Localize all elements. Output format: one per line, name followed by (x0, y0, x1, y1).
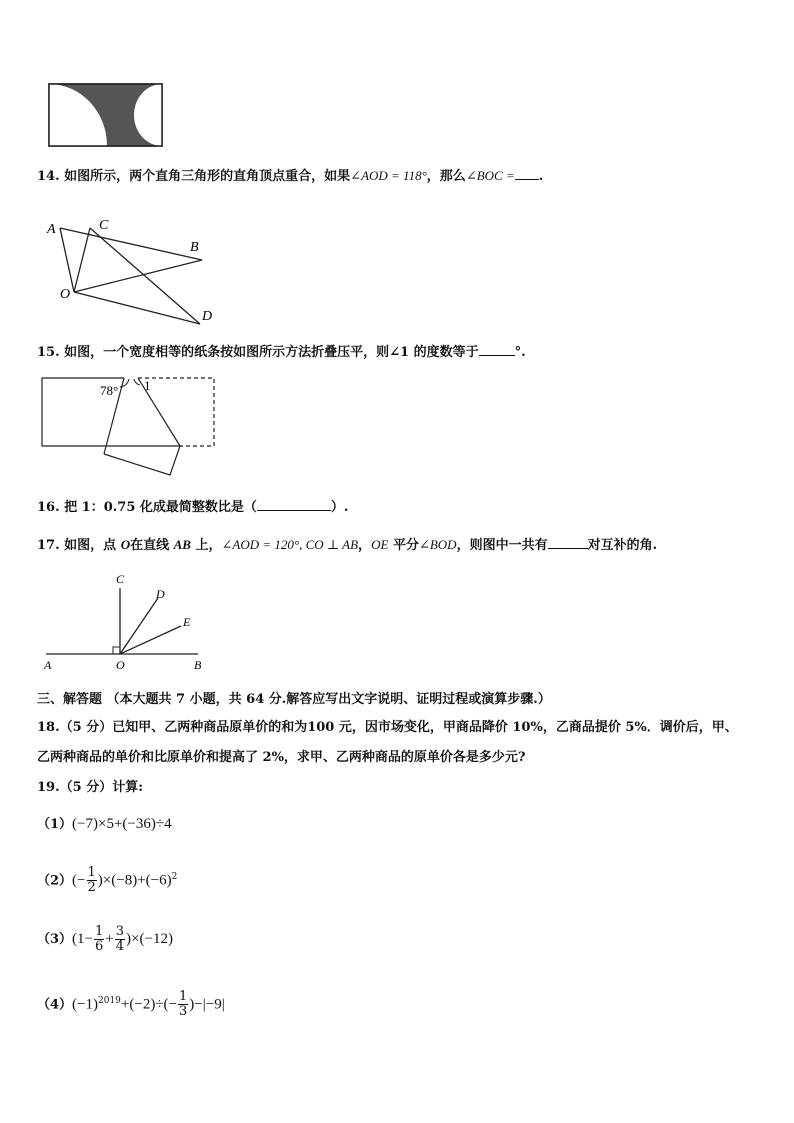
q16-text: 把 1：0.75 化成最简整数比是（ (64, 500, 257, 515)
q17-text-c: 上， (195, 538, 222, 553)
q14-label-c: C (99, 218, 109, 233)
q15-end: °. (514, 345, 526, 360)
q14-math-a: ∠AOD = 118° (350, 168, 427, 183)
question-14 (37, 167, 543, 186)
q14-label-o: O (60, 287, 71, 302)
q17-label-e: E (183, 615, 191, 629)
q17-o: O (120, 537, 131, 552)
q15-answer-blank (479, 343, 515, 356)
q15-text: 如图，一个宽度相等的纸条按如图所示方法折叠压平，则∠1 的度数等于 (64, 345, 479, 360)
q17-end: 对互补的角. (587, 538, 658, 553)
q13-figure (48, 83, 164, 153)
q15-label-78: 78° (100, 383, 119, 398)
q19-p4-b: +(−2)÷(− (120, 996, 178, 1013)
q17-text-b: 在直线 (130, 538, 170, 553)
section-3-heading: 三、解答题 （本大题共 7 小题，共 64 分.解答应写出文字说明、证明过程或演算步骤.） (37, 692, 551, 707)
q19-p2-a: (− (72, 872, 86, 889)
q14-label-b: B (190, 240, 199, 255)
q19-p4-num: 1 (179, 989, 188, 1005)
q16-number: 16. (37, 500, 60, 515)
q15-figure (40, 375, 220, 485)
q19-p2-den: 2 (87, 880, 96, 896)
q19-p3-num2: 3 (115, 924, 125, 939)
q19-part-1 (37, 815, 172, 834)
q19-part-4 (37, 984, 225, 1022)
q14-figure (40, 212, 220, 336)
q17-label-b: B (194, 658, 202, 672)
q14-answer-blank (515, 167, 539, 180)
q17-math-a: ∠AOD = 120°, CO ⊥ AB (221, 537, 359, 552)
q17-label-o: O (116, 658, 125, 672)
q19-p3-b: )×(−12) (126, 931, 173, 947)
q17-text-f: ，则图中一共有 (456, 538, 548, 553)
q19-p2-label: （2） (37, 873, 73, 889)
q17-figure (38, 570, 218, 678)
q14-label-d: D (202, 309, 213, 324)
q14-label-a: A (47, 222, 56, 237)
q17-number: 17. (37, 538, 60, 553)
q19-p3-label: （3） (37, 932, 73, 947)
q17-label-a: A (44, 658, 52, 672)
q14-text-a: 如图所示，两个直角三角形的直角顶点重合，如果 (64, 169, 351, 184)
q17-ab: AB (173, 537, 191, 552)
q19-p3-plus: + (105, 931, 114, 947)
q19-p2-num: 1 (87, 865, 96, 881)
q19-p4-c: )−|−9| (189, 996, 225, 1013)
q15-label-1: 1 (144, 378, 151, 393)
q17-math-b: OE (371, 537, 389, 552)
q19-p4-den: 3 (179, 1004, 188, 1020)
q16-answer-blank (257, 498, 331, 511)
q19-p3-den2: 4 (115, 939, 125, 954)
q14-text-b: ，那么 (426, 169, 466, 184)
question-17 (37, 536, 657, 555)
q16-end: ）. (330, 500, 349, 515)
q19-p4-exp: 2019 (98, 996, 121, 1006)
q17-label-c: C (116, 572, 125, 586)
q14-number: 14. (37, 169, 60, 184)
q19-p3-a: (1− (72, 931, 94, 947)
q19-p3-den1: 6 (95, 939, 104, 954)
q19-p4-a: (−1) (72, 996, 98, 1013)
question-15 (37, 343, 526, 362)
q17-answer-blank (548, 536, 588, 549)
q18-line-1: 18.（5 分）已知甲、乙两种商品原单价的和为100 元，因市场变化，甲商品降价 10%，乙商品提价 5%．调价后，甲、 (37, 720, 738, 735)
question-16 (37, 498, 348, 517)
q19-title: 19.（5 分）计算: (37, 780, 143, 795)
q15-number: 15. (37, 345, 60, 360)
q17-text-a: 如图，点 (64, 538, 117, 553)
q17-label-d: D (156, 587, 165, 601)
q19-p1-label: （1） (37, 817, 73, 832)
q18-line-2: 乙两种商品的单价和比原单价和提高了 2%，求甲、乙两种商品的原单价各是多少元? (37, 750, 526, 765)
q19-part-2 (37, 860, 177, 898)
q17-text-e: 平分 (392, 538, 419, 553)
q19-p2-exp: 2 (171, 872, 178, 882)
q19-p3-num1: 1 (95, 924, 104, 939)
q17-math-c: ∠BOD (418, 537, 457, 552)
q17-text-d: ， (358, 538, 372, 553)
q14-math-b: ∠BOC = (465, 168, 515, 183)
q19-p2-b: )×(−8)+(−6) (97, 872, 172, 889)
q19-p4-label: （4） (37, 997, 73, 1013)
q14-end: . (538, 169, 544, 184)
q19-part-3 (37, 922, 173, 957)
q19-p1-expr: (−7)×5+(−36)÷4 (72, 816, 172, 832)
